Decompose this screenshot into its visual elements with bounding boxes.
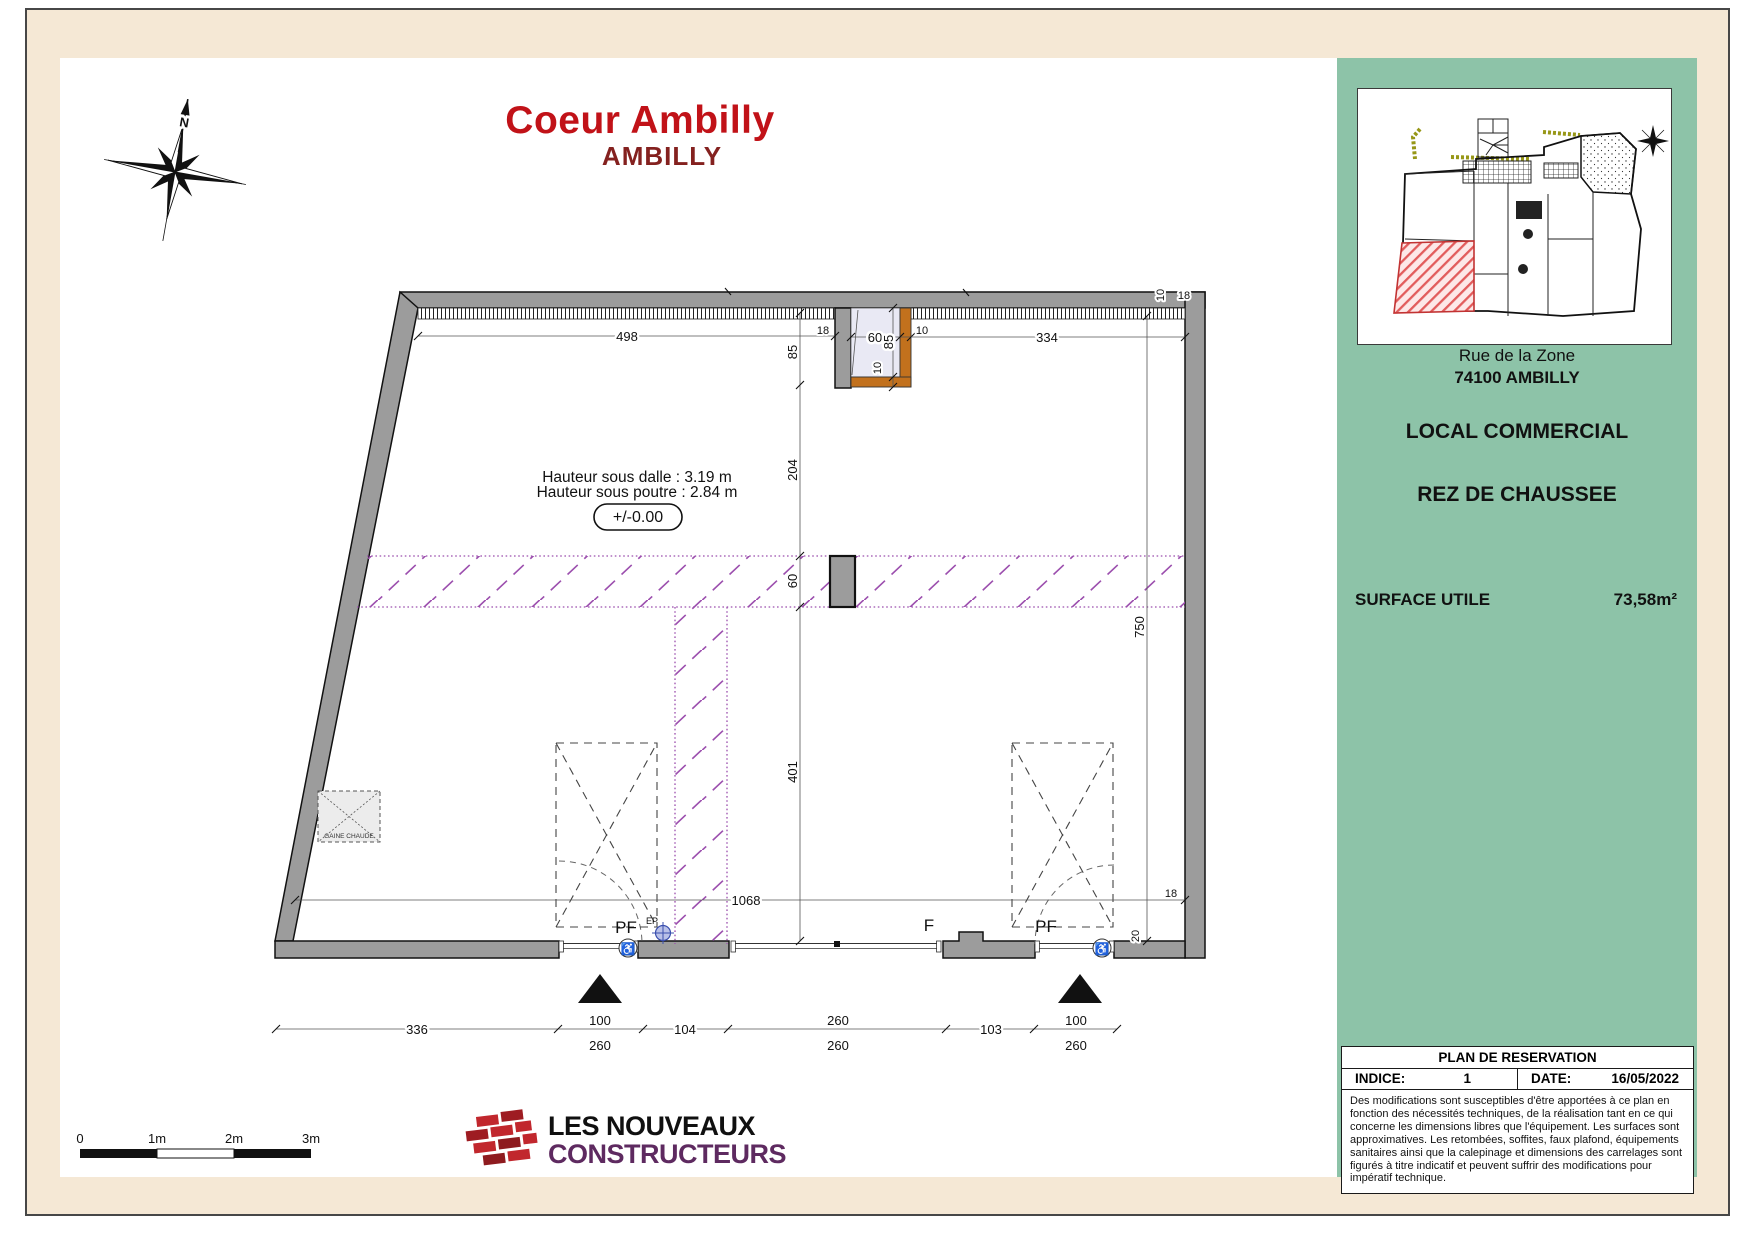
dim-103: 103 <box>980 1022 1002 1037</box>
level-badge: +/-0.00 <box>612 509 664 526</box>
scale-1m: 1m <box>147 1131 167 1146</box>
dim-60-niche: 60 <box>867 330 883 345</box>
dim-100-right: 100 <box>1065 1013 1087 1028</box>
scale-bar <box>76 1131 320 1158</box>
walls <box>275 288 1205 958</box>
surface-value: 73,58m² <box>1613 590 1677 609</box>
info-panel <box>1337 58 1697 1185</box>
minimap-star-icon <box>1637 125 1669 157</box>
scale-3m: 3m <box>301 1131 321 1146</box>
opening-label-pf-right: PF <box>1035 917 1057 936</box>
dim-750: 750 <box>1132 616 1147 638</box>
ep-label: EP <box>645 916 659 926</box>
compass-rose <box>92 87 259 254</box>
disclaimer-text: Des modifications sont susceptibles d'être apportées à ce plan en fonction des nécessités techniques, de la réalisation tant en ce qui concerne les dimensions libres que l'équipement. Les surfaces sont approximatives. Les retombées, soffites, faux plafond, équipements sanitaires ainsi que la calepinage et dimensions des carrelages sont figurés à titre indicatif et peuvent suffrir des modifications pour impératif technique. <box>1350 1095 1683 1185</box>
page-title: Coeur Ambilly <box>505 99 775 142</box>
compass-north-label: N <box>178 114 191 131</box>
svg-text:♿: ♿ <box>1094 942 1110 956</box>
date-value: 16/05/2022 <box>1611 1071 1679 1086</box>
dim-260-mid-top: 260 <box>827 1013 849 1028</box>
dim-260-mid-bot: 260 <box>827 1038 849 1053</box>
reservation-table <box>1341 1046 1694 1194</box>
gaine-chaude-box <box>318 791 380 842</box>
wheelchair-icon <box>1093 939 1111 957</box>
north-arrow-icon <box>181 98 193 115</box>
dim-260-left: 260 <box>589 1038 611 1053</box>
entry-triangle-icon <box>1058 974 1102 1003</box>
dim-100-left: 100 <box>589 1013 611 1028</box>
dim-85-niche: 85 <box>881 334 896 350</box>
height-beam-label: Hauteur sous poutre : 2.84 m <box>536 484 738 501</box>
reserved-zone-right <box>1012 743 1113 927</box>
niche-duct-bottom <box>851 377 911 387</box>
logo-line2: CONSTRUCTEURS <box>548 1139 787 1169</box>
dim-401: 401 <box>785 761 800 783</box>
dim-104: 104 <box>674 1022 696 1037</box>
local-type: LOCAL COMMERCIAL <box>1405 420 1629 443</box>
svg-text:♿: ♿ <box>620 942 636 956</box>
dim-18-corner: 18 <box>1177 290 1191 302</box>
dim-10-niche-v: 10 <box>872 361 884 375</box>
openings <box>556 743 1114 1003</box>
date-label: DATE: <box>1531 1071 1572 1086</box>
scale-2m: 2m <box>224 1131 244 1146</box>
dim-85: 85 <box>785 344 800 360</box>
dim-260-right: 260 <box>1065 1038 1087 1053</box>
title-block <box>390 100 890 170</box>
reserved-zone-left <box>556 743 657 927</box>
dim-60: 60 <box>785 573 800 589</box>
dim-498: 498 <box>616 329 638 344</box>
logo-bricks-icon <box>464 1108 540 1167</box>
dim-10-corner: 10 <box>1155 288 1167 302</box>
table-header: PLAN DE RESERVATION <box>1342 1047 1693 1069</box>
dim-10-niche: 10 <box>915 325 929 337</box>
window-f-center <box>731 941 941 952</box>
opening-label-pf-left: PF <box>615 918 637 937</box>
opening-label-f: F <box>923 916 935 935</box>
column <box>830 556 855 607</box>
location-minimap <box>1357 88 1672 345</box>
logo-line1: LES NOUVEAUX <box>548 1111 756 1141</box>
scale-0: 0 <box>76 1131 84 1146</box>
dim-204: 204 <box>785 459 800 481</box>
dim-1068: 1068 <box>731 893 761 908</box>
dim-336: 336 <box>406 1022 428 1037</box>
dim-18-top: 18 <box>816 325 830 337</box>
indice-label: INDICE: <box>1355 1071 1406 1086</box>
floor-label: REZ DE CHAUSSEE <box>1417 483 1617 506</box>
page-subtitle: AMBILLY <box>601 141 723 171</box>
gaine-chaude-label: GAINE CHAUDE <box>324 833 374 840</box>
surface-label: SURFACE UTILE <box>1355 590 1491 609</box>
plan-annotations <box>537 469 1057 944</box>
dimensions <box>272 289 1190 1053</box>
dim-334: 334 <box>1036 330 1058 345</box>
indice-value: 1 <box>1463 1071 1471 1086</box>
niche-duct-vertical <box>900 308 911 387</box>
minimap-highlight-unit <box>1394 241 1474 313</box>
company-logo <box>548 1112 868 1168</box>
wheelchair-icon <box>619 939 637 957</box>
address-line2: 74100 AMBILLY <box>1454 368 1580 387</box>
dim-18-right: 18 <box>1164 888 1178 900</box>
entry-triangle-icon <box>578 974 622 1003</box>
height-slab-label: Hauteur sous dalle : 3.19 m <box>542 469 732 486</box>
dim-20: 20 <box>1130 929 1142 943</box>
surface-row <box>1355 590 1677 610</box>
address-line1: Rue de la Zone <box>1458 346 1576 365</box>
